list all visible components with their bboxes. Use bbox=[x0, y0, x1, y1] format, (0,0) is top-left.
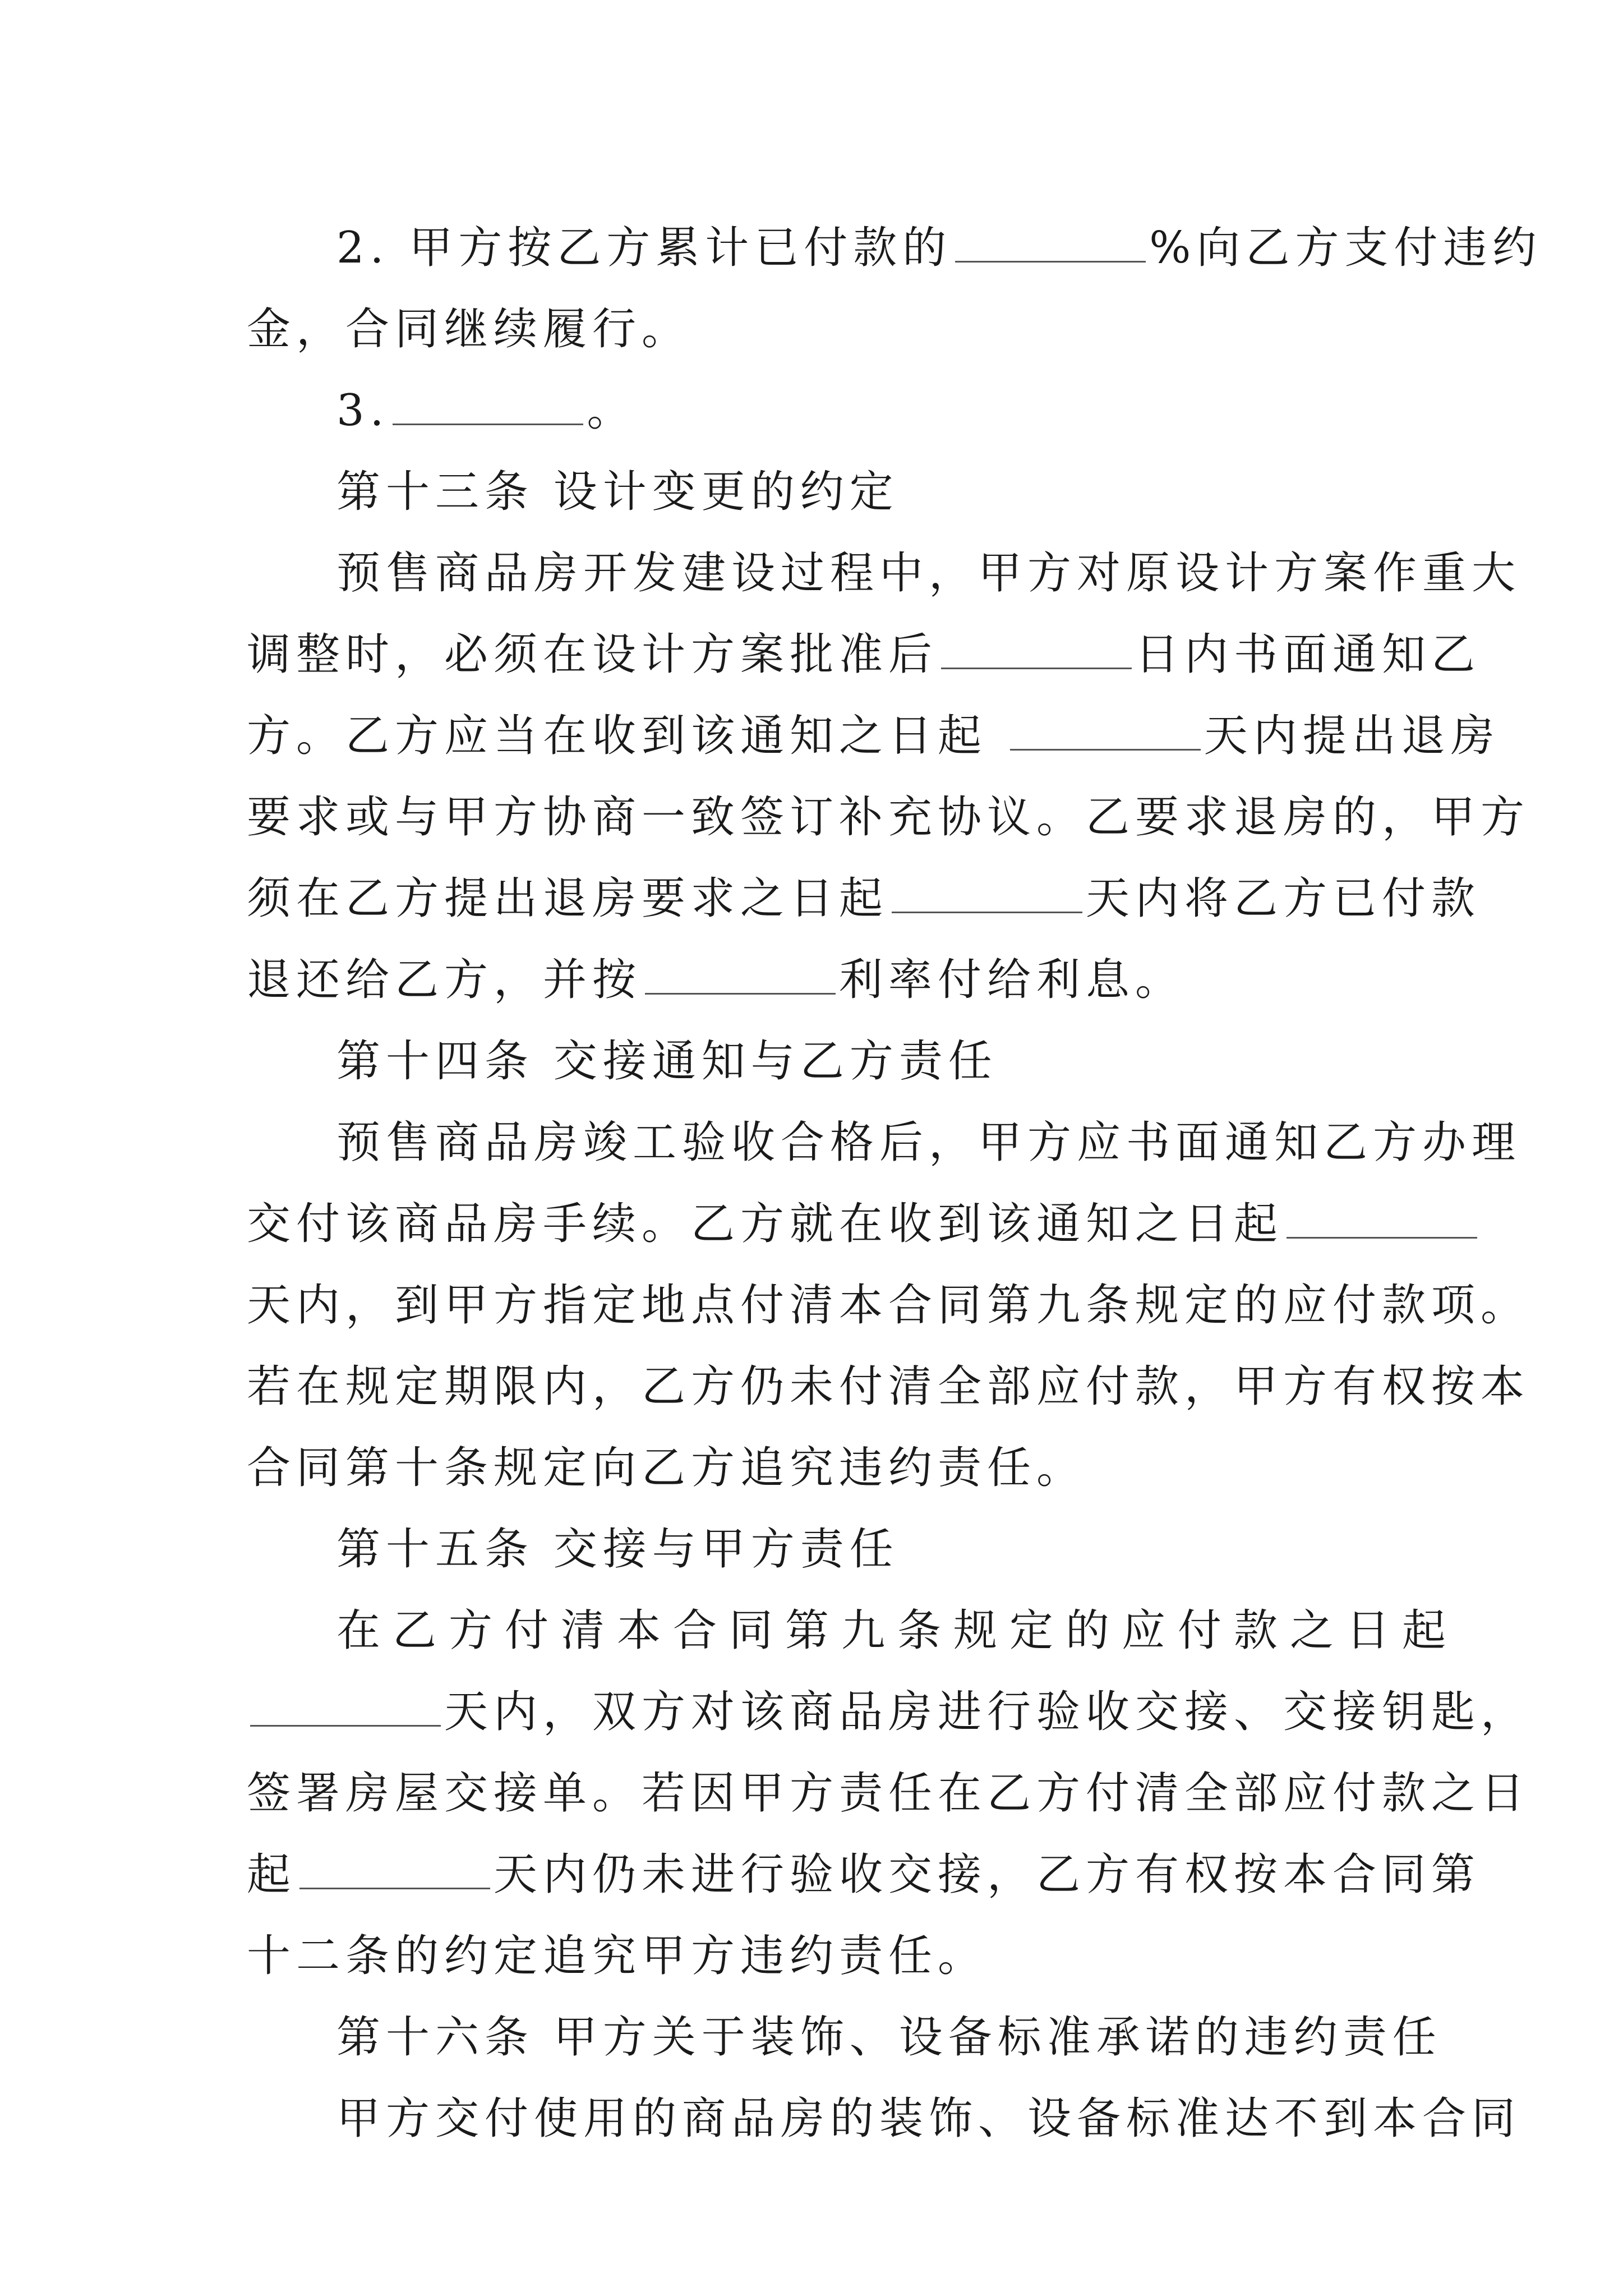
text-line bbox=[247, 1265, 1530, 1346]
text-segment: 天内将乙方已付款 bbox=[1086, 873, 1481, 924]
text-segment: 要求或与甲方协商一致签订补充协议。乙要求退房的，甲方 bbox=[247, 792, 1530, 843]
section-heading bbox=[247, 1021, 1380, 1102]
text-line bbox=[247, 1834, 1481, 1916]
text-segment: 起 bbox=[247, 1849, 297, 1900]
text-line bbox=[247, 777, 1530, 858]
text-segment: 须在乙方提出退房要求之日起 bbox=[247, 873, 889, 924]
text-segment: 天内提出退房 bbox=[1204, 711, 1500, 761]
text-segment: 第十三条 设计变更的约定 bbox=[336, 467, 899, 517]
text-segment: 调整时，必须在设计方案批准后 bbox=[247, 629, 938, 680]
text-line bbox=[247, 533, 1521, 614]
text-segment: 利率付给利息。 bbox=[839, 955, 1185, 1005]
text-line bbox=[247, 696, 1500, 777]
text-segment: 甲方交付使用的商品房的装饰、设备标准达不到本合同 bbox=[336, 2093, 1521, 2144]
section-heading bbox=[247, 1509, 1380, 1590]
text-line bbox=[247, 1753, 1530, 1834]
text-line bbox=[247, 208, 1542, 289]
text-line bbox=[247, 1672, 1530, 1753]
text-segment: 3. bbox=[336, 385, 390, 436]
text-line bbox=[247, 289, 1380, 370]
text-line bbox=[247, 1590, 1459, 1672]
text-line bbox=[247, 2078, 1521, 2160]
text-segment: 若在规定期限内，乙方仍未付清全部应付款，甲方有权按本 bbox=[247, 1361, 1530, 1412]
section-heading bbox=[247, 452, 1380, 533]
text-line bbox=[247, 940, 1380, 1021]
text-line bbox=[247, 1916, 1380, 1997]
text-line bbox=[247, 370, 1380, 452]
text-segment: 天内，到甲方指定地点付清本合同第九条规定的应付款项。 bbox=[247, 1280, 1530, 1331]
text-segment: 预售商品房开发建设过程中，甲方对原设计方案作重大 bbox=[336, 548, 1521, 599]
fill-in-blank[interactable] bbox=[393, 384, 583, 425]
text-segment: 金，合同继续履行。 bbox=[247, 304, 691, 355]
text-segment: %向乙方支付违约 bbox=[1149, 223, 1542, 273]
text-segment: 预售商品房竣工验收合格后，甲方应书面通知乙方办理 bbox=[336, 1117, 1521, 1168]
fill-in-blank[interactable] bbox=[299, 1848, 490, 1889]
document-page bbox=[247, 208, 1542, 2160]
text-segment: 交付该商品房手续。乙方就在收到该通知之日起 bbox=[247, 1199, 1284, 1249]
text-segment: 在乙方付清本合同第九条规定的应付款之日起 bbox=[336, 1605, 1459, 1656]
fill-in-blank[interactable] bbox=[955, 222, 1146, 263]
fill-in-blank[interactable] bbox=[250, 1686, 441, 1727]
text-segment: 2. 甲方按乙方累计已付款的 bbox=[336, 223, 952, 273]
fill-in-blank[interactable] bbox=[1287, 1198, 1477, 1239]
fill-in-blank[interactable] bbox=[1010, 710, 1201, 751]
text-segment: 方。乙方应当在收到该通知之日起 bbox=[247, 711, 1007, 761]
section-heading bbox=[247, 1997, 1442, 2078]
text-line bbox=[247, 1184, 1380, 1265]
text-segment: 第十六条 甲方关于装饰、设备标准承诺的违约责任 bbox=[336, 2012, 1442, 2063]
fill-in-blank[interactable] bbox=[941, 628, 1132, 669]
text-segment: 签署房屋交接单。若因甲方责任在乙方付清全部应付款之日 bbox=[247, 1768, 1530, 1819]
text-segment: 日内书面通知乙 bbox=[1135, 629, 1481, 680]
text-segment: 。 bbox=[587, 385, 637, 436]
text-segment: 十二条的约定追究甲方违约责任。 bbox=[247, 1931, 988, 1981]
fill-in-blank[interactable] bbox=[892, 872, 1082, 913]
text-segment: 第十四条 交接通知与乙方责任 bbox=[336, 1036, 998, 1087]
text-segment: 退还给乙方，并按 bbox=[247, 955, 642, 1005]
text-line bbox=[247, 1102, 1521, 1184]
text-line bbox=[247, 858, 1481, 940]
text-line bbox=[247, 614, 1481, 696]
text-segment: 天内仍未进行验收交接，乙方有权按本合同第 bbox=[494, 1849, 1481, 1900]
text-line bbox=[247, 1346, 1530, 1428]
text-segment: 天内，双方对该商品房进行验收交接、交接钥匙， bbox=[444, 1687, 1530, 1737]
text-segment: 第十五条 交接与甲方责任 bbox=[336, 1524, 899, 1575]
text-segment: 合同第十条规定向乙方追究违约责任。 bbox=[247, 1443, 1086, 1493]
text-line bbox=[247, 1428, 1380, 1509]
fill-in-blank[interactable] bbox=[645, 954, 836, 995]
